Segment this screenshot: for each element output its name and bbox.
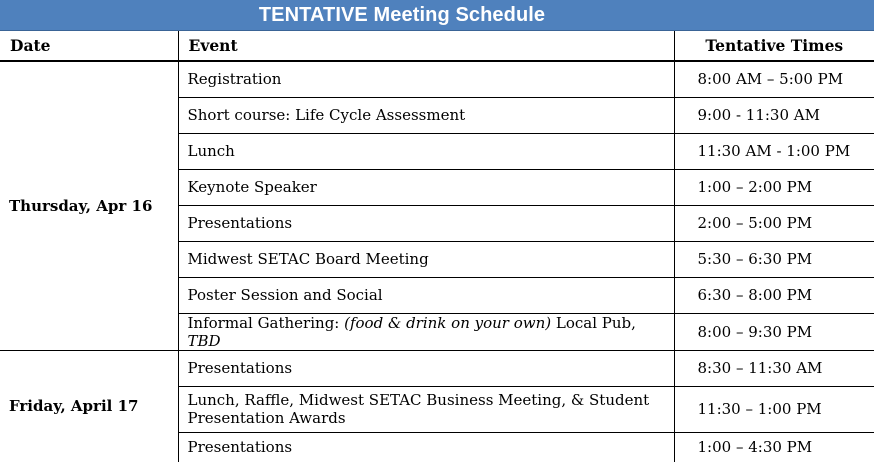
time-cell: 8:00 AM – 5:00 PM [674,61,874,97]
time-cell: 9:00 - 11:30 AM [674,97,874,133]
time-cell: 11:30 AM - 1:00 PM [674,133,874,169]
event-cell: Poster Session and Social [178,277,674,313]
schedule-table [0,31,874,462]
event-cell: Presentations [178,350,674,386]
event-cell: Keynote Speaker [178,169,674,205]
table-row [0,350,874,386]
time-cell: 5:30 – 6:30 PM [674,241,874,277]
header-event: Event [178,31,674,61]
event-cell: Midwest SETAC Board Meeting [178,241,674,277]
time-cell: 8:00 – 9:30 PM [674,313,874,350]
header-times: Tentative Times [674,31,874,61]
event-cell: Presentations [178,205,674,241]
event-note: (food & drink on your own) [344,313,552,332]
event-cell [178,313,674,350]
header-row [0,31,874,61]
event-note: TBD [187,331,221,350]
page-title: TENTATIVE Meeting Schedule [258,3,546,26]
event-cell: Presentations [178,432,674,462]
event-text: Informal Gathering: [187,313,345,332]
day-date-friday: Friday, April 17 [0,350,178,462]
event-cell: Lunch, Raffle, Midwest SETAC Business Meeting, & Student Presentation Awards [178,386,674,432]
time-cell: 2:00 – 5:00 PM [674,205,874,241]
event-cell: Registration [178,61,674,97]
time-cell: 11:30 – 1:00 PM [674,386,874,432]
time-cell: 1:00 – 2:00 PM [674,169,874,205]
event-cell: Short course: Life Cycle Assessment [178,97,674,133]
title-bar [0,0,874,31]
time-cell: 8:30 – 11:30 AM [674,350,874,386]
time-cell: 1:00 – 4:30 PM [697,438,813,457]
event-cell: Lunch [178,133,674,169]
time-cell: 6:30 – 8:00 PM [674,277,874,313]
header-date: Date [0,31,178,61]
day-date-thursday: Thursday, Apr 16 [0,61,178,350]
event-text: Local Pub, [551,313,636,332]
table-row [0,61,874,97]
